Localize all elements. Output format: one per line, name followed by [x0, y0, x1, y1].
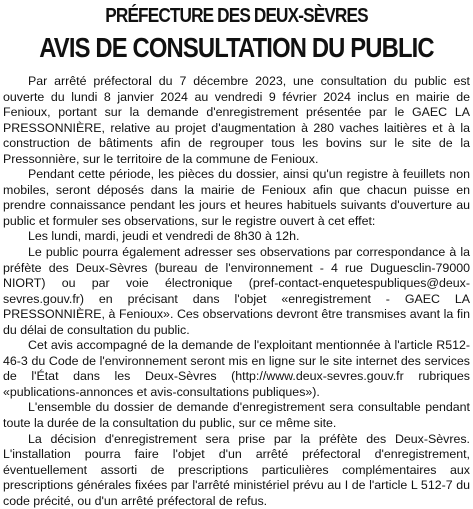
paragraph-dossier-availability: L'ensemble du dossier de demande d'enregistrement sera consultable pendant toute la durée de la consultation du public, sur ce même site.: [3, 400, 470, 431]
prefecture-heading: PRÉFECTURE DES DEUX-SÈVRES: [105, 5, 368, 27]
paragraph-opening-hours: Les lundi, mardi, jeudi et vendredi de 8h30 à 12h.: [28, 229, 300, 244]
notice-title: AVIS DE CONSULTATION DU PUBLIC: [39, 32, 434, 63]
paragraph-registry: Pendant cette période, les pièces du dossier, ainsi qu'un registre à feuillets non mobiles, seront déposés dans la mairie de Fenioux afin que chacun puisse en prendre connaissance pendant les jours et heures habituels suivants d'ouverture au public et formuler ses observations, sur le registre ouvert à cet effet:: [3, 167, 470, 228]
paragraph-online-publication: Cet avis accompagné de la demande de l'exploitant mentionnée à l'article R512-46-3 du Code de l'environnement seront mis en ligne sur le site internet des services de l'État dans les Deux-Sèvres (http://www.deux-sevres.gouv.fr rubriques «publications-annonces et avis-consultations publiques»).: [3, 338, 470, 399]
paragraph-correspondence: Le public pourra également adresser ses observations par correspondance à la préfète des Deux-Sèvres (bureau de l'environnement - 4 rue Duguesclin-79000 NIORT) ou par voie électronique (pref-contact-enquetespubliques@deux-sevres.gouv.fr) en précisant dans l'objet «enregistrement - GAEC LA PRESSONNIÈRE, à Fenioux». Ces observations devront être transmises avant la fin du délai de consultation du public.: [3, 245, 470, 337]
paragraph-consultation-dates: Par arrêté préfectoral du 7 décembre 2023, une consultation du public est ouverte du lundi 8 janvier 2024 au vendredi 9 février 2024 inclus en mairie de Fenioux, portant sur la demande d'enregistrement présentée par le GAEC LA PRESSONNIÈRE, relative au projet d'augmentation à 280 vaches laitières et à la construction de bâtiments afin de regrouper tous les bovins sur le site de la Pressonnière, sur le territoire de la commune de Fenioux.: [3, 74, 470, 166]
notice-body: [3, 74, 470, 509]
paragraph-decision: La décision d'enregistrement sera prise par la préfète des Deux-Sèvres. L'installation pourra faire l'objet d'un arrêté préfectoral d'enregistrement, éventuellement assorti de prescriptions particulières complémentaires aux prescriptions générales fixées par l'arrêté ministériel prévu au I de l'article L 512-7 du code précité, ou d'un arrêté préfectoral de refus.: [3, 431, 470, 508]
